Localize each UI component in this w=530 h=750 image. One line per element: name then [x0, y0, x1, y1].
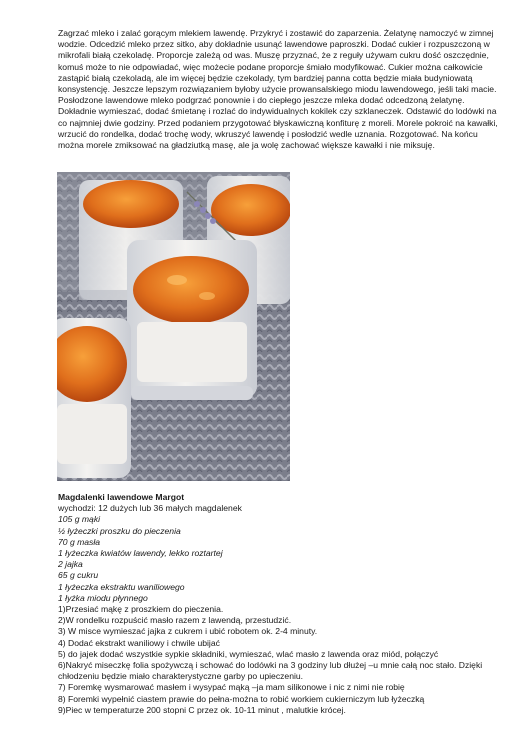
panna-cotta-image [57, 172, 290, 481]
ingredient-item: 1 łyżeczka kwiatów lawendy, lekko roztartej [58, 548, 223, 559]
ingredient-item: 70 g masła [58, 536, 101, 547]
recipe-step: 9)Piec w temperaturze 200 stopni C przez ok. 10-11 minut , malutkie krócej. [58, 704, 346, 715]
recipe-step: 3) W misce wymieszać jajka z cukrem i ubić robotem ok. 2-4 minuty. [58, 626, 318, 637]
intro-paragraph: Zagrzać mleko i zalać gorącym mlekiem lawendę. Przykryć i zostawić do zaparzenia. Żelatynę namoczyć w zimnej wodzie. Odcedzić mleko przez sitko, aby dokładnie usunąć lawendowe paproszki. Dodać cukier i rozpuszczoną w mikrofali białą czekoladę. Proporcje zależą od was. Muszę przyznać, że z reguły używam cukru dość oszczędnie, komuś może to nie odpowiadać, więc możecie podane proporcje śmiało modyfikować. Cukier można całkowicie zastąpić białą czekoladą, ale im więcej będzie czekolady, tym bardziej panna cotta będzie miała budyniowatą konsystencję. Jeszcze lepszym rozwiązaniem byłoby użycie prowansalskiego miodu lawendowego, jeśli taki macie. Posłodzone lawendowe mleko podgrzać ponownie i do ciepłego jeszcze mleka dodać odcedzoną żelatynę. Dokładnie wymieszać, dodać śmietanę i rozlać do indywidualnych kokilek czy szklaneczek. Odstawić do lodówki na co najmniej dwie godziny. Przed podaniem przygotować błyskawiczną konfiturę z moreli. Morele pokroić na kawałki, wrzucić do rondelka, dodać trochę wody, wkruszyć lawendę i posłodzić wedle uznania. Rozgotować. Na końcu można morele zmiksować na gładziutką masę, ale ja wolę zachować większe kawałki i nie miksuję. [58, 28, 498, 151]
ingredient-item: ½ łyżeczki proszku do pieczenia [58, 525, 181, 536]
recipe-section [58, 492, 503, 716]
recipe-step: 8) Foremki wypełnić ciastem prawie do pełna-można to robić workiem cukierniczym lub łyżeczką [58, 693, 425, 704]
recipe-step: 7) Foremkę wysmarować masłem i wysypać mąką –ja mam silikonowe i nic z nimi nie robię [58, 682, 405, 693]
ingredient-item: 65 g cukru [58, 570, 99, 581]
ingredient-item: 1 łyżka miodu płynnego [58, 592, 148, 603]
recipe-step: 6)Nakryć miseczkę folia spożywczą i schować do lodówki na 3 godziny lub dłużej –u mnie całą noc stało. Dzięki chłodzeniu będzie miało charakterystyczne garby po upieczeniu. [58, 660, 483, 682]
recipe-step: 2)W rondelku rozpuścić masło razem z lawendą, przestudzić. [58, 615, 292, 626]
recipe-step: 4) Dodać ekstrakt waniliowy i chwile ubijać [58, 637, 220, 648]
recipe-title: Magdalenki lawendowe Margot [58, 492, 185, 502]
ingredient-item: 1 łyżeczka ekstraktu waniliowego [58, 581, 185, 592]
panna-cotta-photo [57, 172, 290, 481]
recipe-step: 5) do jajek dodać wszystkie sypkie składniki, wymieszać, wlać masło z lawenda oraz miód, połączyć [58, 648, 439, 659]
recipe-yield: wychodzi: 12 dużych lub 36 małych magdalenek [58, 503, 242, 514]
recipe-step: 1)Przesiać mąkę z proszkiem do pieczenia. [58, 604, 224, 615]
ingredient-item: 2 jajka [58, 559, 83, 570]
ingredient-item: 105 g mąki [58, 514, 101, 525]
